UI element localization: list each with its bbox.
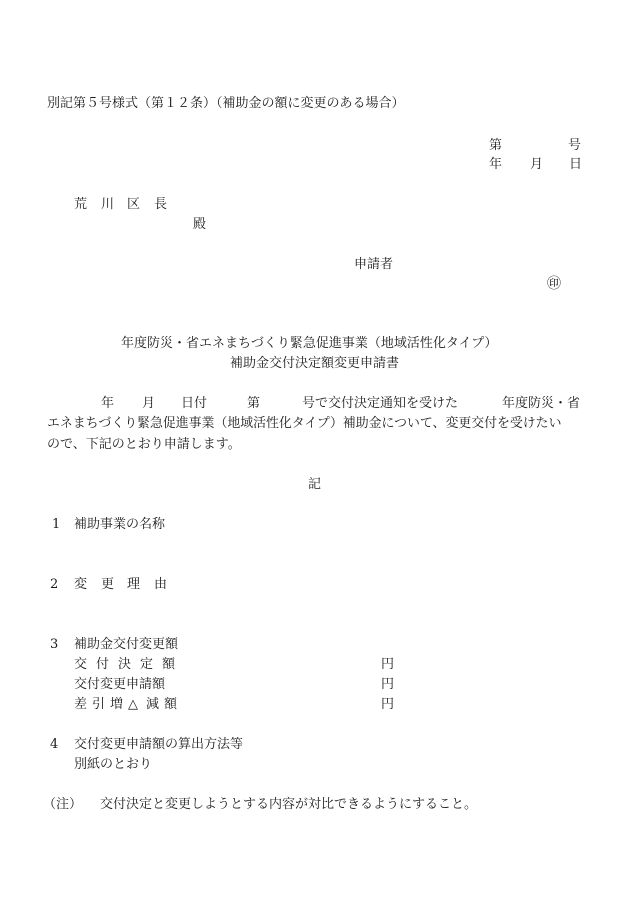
amount-unit: 円 xyxy=(381,657,395,672)
amount-label-char: 付 xyxy=(96,657,110,672)
title-line-2: 補助金交付決定額変更申請書 xyxy=(230,356,400,371)
note-text: 交付決定と変更しようとする内容が対比できるようにすること。 xyxy=(100,797,478,812)
amount-label-char: 定 xyxy=(140,657,154,672)
item-number: 3 xyxy=(50,637,59,652)
amount-unit: 円 xyxy=(381,697,395,712)
doc-number-suffix: 号 xyxy=(568,138,582,153)
amount-label-char: 決 xyxy=(118,657,132,672)
title-line-1: 年度防災・省エネまちづくり緊急促進事業（地域活性化タイプ） xyxy=(121,336,498,351)
item-label-char: 変 xyxy=(74,577,88,592)
item-label-char: 更 xyxy=(101,577,115,592)
ki-heading: 記 xyxy=(308,477,322,492)
body-line-1-tail: 年度防災・省 xyxy=(502,396,581,411)
note-label: （注） xyxy=(43,797,83,812)
amount-unit: 円 xyxy=(381,677,395,692)
amount-label-char: 減 xyxy=(146,697,160,712)
item-label: 補助金交付変更額 xyxy=(74,637,179,652)
body-day: 日付 xyxy=(181,396,208,411)
amount-label-char: 額 xyxy=(164,697,178,712)
body-line-2: エネまちづくり緊急促進事業（地域活性化タイプ）補助金について、変更交付を受けたい xyxy=(47,416,562,431)
amount-label-char: 引 xyxy=(92,697,106,712)
item-number: 4 xyxy=(50,737,59,752)
recipient-char: 区 xyxy=(127,197,141,212)
body-year: 年 xyxy=(101,396,115,411)
form-number: 別記第５号様式（第１２条）（補助金の額に変更のある場合） xyxy=(47,96,405,111)
body-line-1-text: 号で交付決定通知を受けた xyxy=(302,396,459,411)
item-label: 補助事業の名称 xyxy=(74,517,166,532)
amount-label: 交付変更申請額 xyxy=(74,677,166,692)
date-month: 月 xyxy=(530,157,544,172)
item-label-char: 由 xyxy=(154,577,168,592)
recipient-char: 川 xyxy=(101,197,115,212)
recipient-honorific: 殿 xyxy=(193,217,207,232)
item-label: 交付変更申請額の算出方法等 xyxy=(74,737,244,752)
item-number: 1 xyxy=(52,517,61,532)
date-day: 日 xyxy=(569,157,583,172)
seal-mark: ㊞ xyxy=(547,276,561,292)
amount-label-char: 額 xyxy=(162,657,176,672)
doc-number-prefix: 第 xyxy=(489,138,503,153)
item-label-char: 理 xyxy=(127,577,141,592)
date-year: 年 xyxy=(489,157,503,172)
item-number: 2 xyxy=(50,577,59,592)
amount-label-char: 差 xyxy=(74,697,88,712)
recipient-char: 荒 xyxy=(74,197,88,212)
recipient-char: 長 xyxy=(154,197,168,212)
body-number-prefix: 第 xyxy=(247,396,261,411)
applicant-label: 申請者 xyxy=(354,257,394,272)
body-line-3: ので、下記のとおり申請します。 xyxy=(47,437,241,452)
amount-label-char: 増 xyxy=(110,697,124,712)
amount-label-char: △ xyxy=(128,697,138,712)
item-sub-text: 別紙のとおり xyxy=(74,757,153,772)
body-month: 月 xyxy=(142,396,156,411)
amount-label-char: 交 xyxy=(74,657,88,672)
